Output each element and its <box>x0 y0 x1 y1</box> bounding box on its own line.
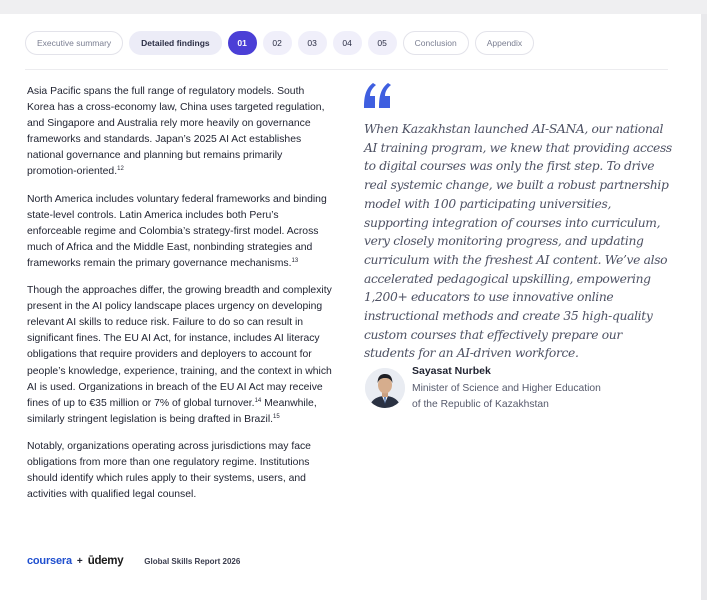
footnote-ref[interactable]: 13 <box>291 257 299 264</box>
pull-quote: When Kazakhstan launched AI-SANA, our national AI training program, we knew that providing access to digital courses was only the first step. To drive real systemic change, we built a robust partnership model with 100 participating universities, supporting integration of courses into curriculum, very closely monitoring progress, and updating curriculum with the freshest AI content. We’ve also accelerated pedagogical upskilling, empowering 1,200+ educators to use innovative online instructional methods and create 35 high-quality custom courses that effectively prepare our students for an AI-driven workforce. <box>364 122 672 361</box>
person-portrait-icon <box>365 368 405 408</box>
avatar <box>365 368 405 408</box>
coursera-logo: coursera <box>27 555 72 567</box>
nav-02[interactable]: 02 <box>263 31 292 55</box>
nav-appendix[interactable]: Appendix <box>475 31 534 55</box>
page-edge <box>701 14 707 600</box>
nav-detailed-findings[interactable]: Detailed findings <box>129 31 221 55</box>
paragraph-asia-pacific: Asia Pacific spans the full range of regulatory models. South Korea has a cross-economy law, China uses targeted regulation, and Singapore and Australia rely more heavily on governance frameworks and standards. Japan’s 2025 AI Act establishes national governance and planning but remains primarily promotion-oriented.$^{12}$ <box>27 86 325 178</box>
page-footer <box>27 553 240 569</box>
body-text <box>27 84 332 514</box>
nav-01[interactable]: 01 <box>228 31 257 55</box>
quote-mark-icon <box>362 82 394 110</box>
nav-05[interactable]: 05 <box>368 31 397 55</box>
nav-04[interactable]: 04 <box>333 31 362 55</box>
top-strip <box>0 0 707 14</box>
header-divider <box>25 69 668 70</box>
paragraph-north-america: North America includes voluntary federal frameworks and binding state-level controls. Latin America includes both Peru’s enforceable regime and Colombia’s strategy-first model. Across much of Africa and the Middle East, nonbinding strategies and frameworks remain the primary governance mechanisms.$^{13}$ <box>27 193 327 269</box>
nav-03[interactable]: 03 <box>298 31 327 55</box>
plus-sign: + <box>76 555 83 567</box>
nav-conclusion[interactable]: Conclusion <box>403 31 469 55</box>
section-nav <box>25 31 534 55</box>
udemy-logo: ūdemy <box>87 555 124 567</box>
footnote-ref[interactable]: 12 <box>117 166 124 173</box>
report-title: Global Skills Report 2026 <box>144 556 241 566</box>
author-role: Minister of Science and Higher Education of the Republic of Kazakhstan <box>412 383 601 410</box>
paragraph-jurisdictions: Notably, organizations operating across jurisdictions may face obligations from more than one regulatory regime. Institutions should identify which rules apply to their systems, users, and activities with qualified legal counsel. <box>27 440 311 501</box>
nav-executive-summary[interactable]: Executive summary <box>25 31 123 55</box>
author-name: Sayasat Nurbek <box>412 365 491 377</box>
footnote-ref[interactable]: 14 <box>254 397 262 404</box>
paragraph-approaches: Though the approaches differ, the growing breadth and complexity present in the AI policy landscape places urgency on developing relevant AI skills to reduce risk. Failure to do so can result in significant fines. The EU AI Act, for instance, includes AI literacy obligations that require providers and deployers to account for people’s knowledge, experience, training, and the context in which AI is used. Organizations in breach of the EU AI Act may receive fines of up to €35 million or 7% of global turnover.$^{14}$ Meanwhile, similarly stringent legislation is being drafted in Brazil.$^{15}$ <box>27 285 332 425</box>
footnote-ref[interactable]: 15 <box>273 413 280 420</box>
